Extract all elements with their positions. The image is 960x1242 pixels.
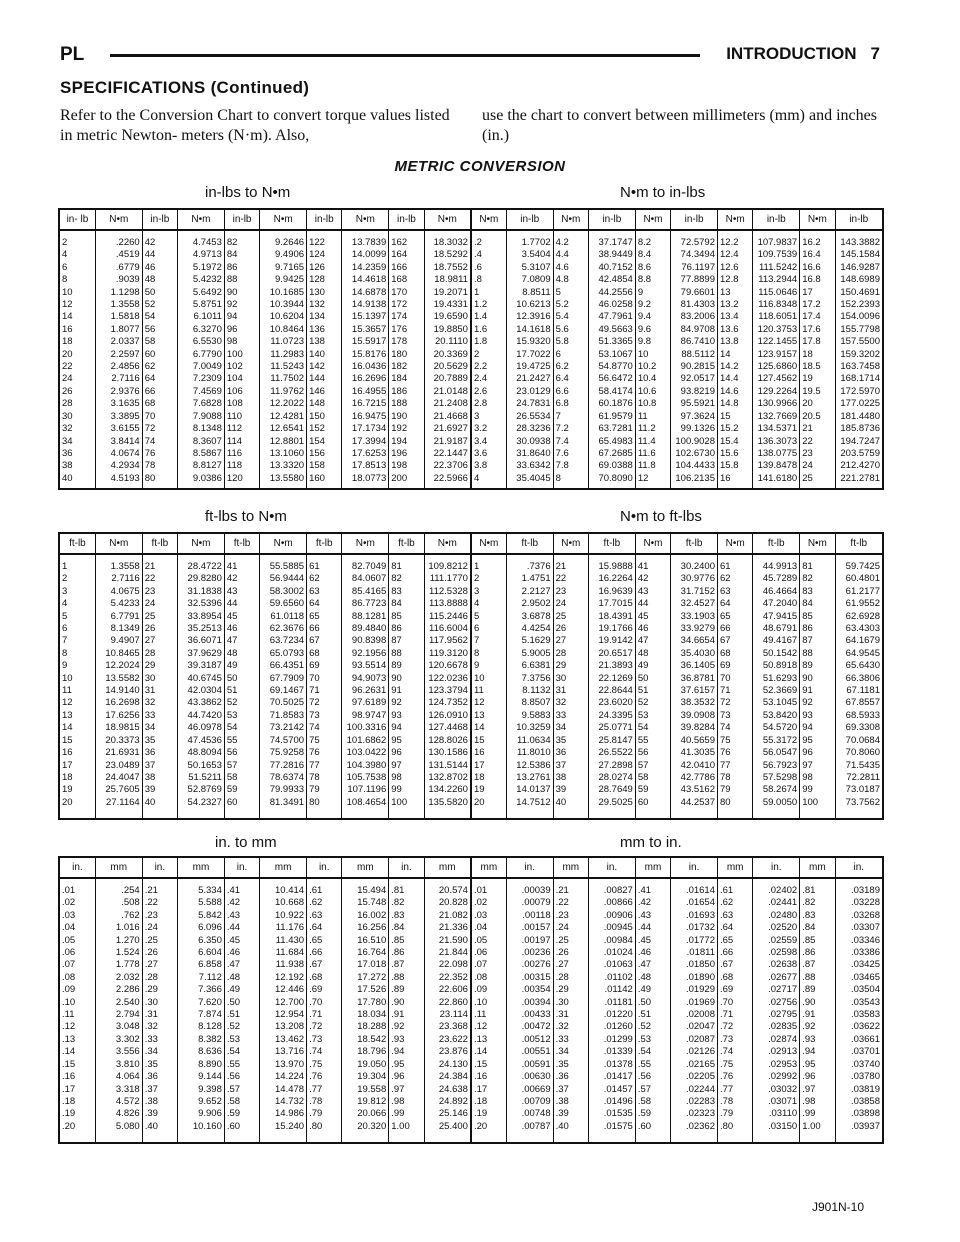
column-values: 109.8212 111.1770 112.5328 113.8888 115.2446 116.6004 117.9562 119.3120 120.6678 122.0236 123.3794 124.7352 126.0910 127.4468 128.8026 130.1586 131.5144 132.8702 134.2260 135.5820 (424, 554, 471, 818)
column-header: N•m (260, 210, 307, 230)
column-values: 1 2 3 4 5 6 7 8 9 10 11 12 13 14 15 16 17 18 19 20 (60, 554, 95, 818)
column-header: in. (835, 858, 882, 878)
column-header: in-lb (224, 210, 259, 230)
column-values: 162 164 166 168 170 172 174 176 178 180 182 184 186 188 190 192 194 196 198 200 (389, 230, 424, 488)
column-header: ft-lb (671, 534, 718, 554)
column-header: N•m (635, 534, 670, 554)
column-header: N•m (800, 210, 835, 230)
column-header: mm (342, 858, 389, 878)
column-header: N•m (553, 534, 588, 554)
column-header: mm (178, 858, 225, 878)
column-values: 81 82 83 84 85 86 87 88 89 90 91 92 93 94 95 96 97 98 99 100 (389, 554, 424, 818)
column-values: .00039 .00079 .00118 .00157 .00197 .00236 .00276 .00315 .00354 .00394 .00433 .00472 .00512 .00551 .00591 .00630 .00669 .00709 .00748 .00787 (506, 878, 553, 1142)
column-values: .2 .4 .6 .8 1 1.2 1.4 1.6 1.8 2 2.2 2.4 2.6 2.8 3 3.2 3.4 3.6 3.8 4 (471, 230, 506, 488)
length-conversion-table (58, 856, 884, 1144)
column-header: mm (95, 858, 142, 878)
column-values: .81 .82 .83 .84 .85 .86 .87 .88 .89 .90 .91 .92 .93 .94 .95 .96 .97 .98 .99 1.00 (800, 878, 835, 1142)
column-header: N•m (635, 210, 670, 230)
column-values: 16.2 16.4 16.6 16.8 17 17.2 17.4 17.6 17.8 18 18.5 19 19.5 20 20.5 21 22 23 24 25 (800, 230, 835, 488)
conversion-grid (60, 858, 882, 1142)
header-section-code: PL (60, 44, 85, 65)
column-header: in. (307, 858, 342, 878)
column-values: 42 44 46 48 50 52 54 56 58 60 62 64 66 68 70 72 74 76 78 80 (142, 230, 177, 488)
column-values: 15.494 15.748 16.002 16.256 16.510 16.764 17.018 17.272 17.526 17.780 18.034 18.288 18.542 18.796 19.050 19.304 19.558 19.812 20.066 20.320 (342, 878, 389, 1142)
column-values: 61 62 63 64 65 66 67 68 69 70 71 72 73 74 75 76 77 78 79 80 (307, 554, 342, 818)
column-header: N•m (424, 210, 471, 230)
column-values: .2260 .4519 .6779 .9039 1.1298 1.3558 1.5818 1.8077 2.0337 2.2597 2.4856 2.7116 2.9376 3.1635 3.3895 3.6155 3.8414 4.0674 4.2934 4.5193 (95, 230, 142, 488)
column-values: 81 82 83 84 85 86 87 88 89 90 91 92 93 94 95 96 97 98 99 100 (800, 554, 835, 818)
column-header: mm (635, 858, 670, 878)
column-values: .254 .508 .762 1.016 1.270 1.524 1.778 2.032 2.286 2.540 2.794 3.048 3.302 3.556 3.810 4.064 3.318 4.572 4.826 5.080 (95, 878, 142, 1142)
section-title: SPECIFICATIONS (Continued) (60, 78, 310, 97)
column-values: 143.3882 145.1584 146.9287 148.6989 150.4691 152.2393 154.0096 155.7798 157.5500 159.3202 163.7458 168.1714 172.5970 177.0225 181.4480 185.8736 194.7247 203.5759 212.4270 221.2781 (840, 237, 880, 484)
column-values: 1.7702 3.5404 5.3107 7.0809 8.8511 10.6213 12.3916 14.1618 15.9320 17.7022 19.4725 21.2427 23.0129 24.7831 26.5534 28.3236 30.0938 31.8640 33.6342 35.4045 (506, 230, 553, 488)
column-header: N•m (178, 534, 225, 554)
column-header: in- lb (60, 210, 95, 230)
page-number: 7 (870, 44, 880, 63)
column-values: 55.5885 56.9444 58.3002 59.6560 61.0118 62.3676 63.7234 65.0793 66.4351 67.7909 69.1467 70.5025 71.8583 73.2142 74.5700 75.9258 77.2816 78.6374 79.9933 81.3491 (260, 554, 307, 818)
column-values: 5.334 5.588 5.842 6.096 6.350 6.604 6.858 7.112 7.366 7.620 7.874 8.128 8.382 8.636 8.890 9.144 9.398 9.652 9.906 10.160 (178, 878, 225, 1142)
table-title-ft-lbs-to-nm: ft-lbs to N•m (205, 508, 287, 525)
column-values: 82.7049 84.0607 85.4165 86.7723 88.1281 89.4840 90.8398 92.1956 93.5514 94.9073 96.2631 97.6189 98.9747 100.3316 101.6862 103.0422 104.3980 105.7538 107.1196 108.4654 (342, 554, 389, 818)
column-values: .41 .42 .43 .44 .45 .46 .47 .48 .49 .50 .51 .52 .53 .54 .55 .56 .57 .58 .59 .60 (224, 878, 259, 1142)
column-header: in. (142, 858, 177, 878)
column-header: in-lb (753, 210, 800, 230)
column-header: N•m (342, 534, 389, 554)
column-values: 20.574 20.828 21.082 21.336 21.590 21.844 22.098 22.352 22.606 22.860 23.114 23.368 23.622 23.876 24.130 24.384 24.638 24.892 25.146 25.400 (424, 878, 471, 1142)
column-header: ft-lb (753, 534, 800, 554)
column-header: ft-lb (588, 534, 635, 554)
header-rule (110, 54, 700, 57)
column-header: mm (718, 858, 753, 878)
column-values: 59.7425 60.4801 61.2177 61.9552 62.6928 63.4303 64.1679 64.9545 65.6430 66.3806 67.1181 67.8557 68.5933 69.3308 70.0684 70.8060 71.5435 72.2811 73.0187 73.7562 (845, 561, 880, 808)
column-header: mm (471, 858, 506, 878)
column-header: N•m (471, 534, 506, 554)
conversion-grid (60, 534, 882, 818)
column-values: .7376 1.4751 2.2127 2.9502 3.6878 4.4254 5.1629 5.9005 6.6381 7.3756 8.1132 8.8507 9.5883 10.3259 11.0634 11.8010 12.5386 13.2761 14.0137 14.7512 (506, 554, 553, 818)
column-values: 41 42 43 44 45 46 47 48 49 50 51 52 53 54 55 56 57 58 59 60 (635, 554, 670, 818)
column-values: .21 .22 .23 .24 .25 .26 .27 .28 .29 .30 .31 .32 .33 .34 .35 .36 .37 .38 .39 .40 (142, 878, 177, 1142)
column-values: 21 22 23 24 25 26 27 28 29 30 31 32 33 34 35 36 37 38 39 40 (553, 554, 588, 818)
header-chapter: INTRODUCTION (726, 44, 857, 63)
intro-text-right: use the chart to convert between millimeters (mm) and inches (in.) (482, 107, 877, 144)
column-values: .21 .22 .23 .24 .25 .26 .27 .28 .29 .30 .31 .32 .33 .34 .35 .36 .37 .38 .39 .40 (553, 878, 588, 1142)
column-values: .01614 .01654 .01693 .01732 .01772 .01811 .01850 .01890 .01929 .01969 .02008 .02047 .02087 .02126 .02165 .02205 .02244 .02283 .02323 .02362 (671, 878, 718, 1142)
table-title-mm-to-in: mm to in. (620, 834, 682, 851)
column-values: .01 .02 .03 .04 .05 .06 .07 .08 .09 .10 .11 .12 .13 .14 .15 .16 .17 .18 .19 .20 (471, 878, 506, 1142)
column-header: ft-lb (142, 534, 177, 554)
column-values: .03189 .03228 .03268 .03307 .03346 .03386 .03425 .03465 .03504 .03543 .03583 .03622 .03661 .03701 .03740 .03780 .03819 .03858 .03898 .03937 (850, 885, 880, 1132)
column-header: mm (424, 858, 471, 878)
column-values: 61 62 63 64 65 66 67 68 69 70 71 72 73 74 75 76 77 78 79 80 (718, 554, 753, 818)
column-values: 44.9913 45.7289 46.4664 47.2040 47.9415 48.6791 49.4167 50.1542 50.8918 51.6293 52.3669 53.1045 53.8420 54.5720 55.3172 56.0547 56.7923 57.5298 58.2674 59.0050 (753, 554, 800, 818)
column-values: 122 124 126 128 130 132 134 136 138 140 142 144 146 148 150 152 154 156 158 160 (307, 230, 342, 488)
column-header: N•m (95, 534, 142, 554)
column-header: in-lb (506, 210, 553, 230)
column-values: 12.2 12.4 12.6 12.8 13 13.2 13.4 13.6 13.8 14 14.2 14.4 14.6 14.8 15 15.2 15.4 15.6 15.8 16 (718, 230, 753, 488)
column-header: in-lb (588, 210, 635, 230)
intro-text-left: Refer to the Conversion Chart to convert torque values listed in metric Newton- meters (N·m). Also, (60, 107, 450, 144)
column-values: 9.2646 9.4906 9.7165 9.9425 10.1685 10.3944 10.6204 10.8464 11.0723 11.2983 11.5243 11.7502 11.9762 12.2022 12.4281 12.6541 12.8801 13.1060 13.3320 13.5580 (260, 230, 307, 488)
column-values: 15.9888 16.2264 16.9639 17.7015 18.4391 19.1766 19.9142 20.6517 21.3893 22.1269 22.8644 23.6020 24.3395 25.0771 25.8147 26.5522 27.2898 28.0274 28.7649 29.5025 (588, 554, 635, 818)
column-values: 82 84 86 88 90 92 94 96 98 100 102 104 106 108 110 112 114 116 118 120 (224, 230, 259, 488)
column-header: in. (753, 858, 800, 878)
column-values: 1.3558 2.7116 4.0675 5.4233 6.7791 8.1349 9.4907 10.8465 12.2024 13.5582 14.9140 16.2698 17.6256 18.9815 20.3373 21.6931 23.0489 24.4047 25.7605 27.1164 (95, 554, 142, 818)
column-header: in. (506, 858, 553, 878)
column-values: 107.9837 109.7539 111.5242 113.2944 115.0646 116.8348 118.6051 120.3753 122.1455 123.9157 125.6860 127.4562 129.2264 130.9966 132.7669 134.5371 136.3073 138.0775 139.8478 141.6180 (753, 230, 800, 488)
column-values: 72.5792 74.3494 76.1197 77.8899 79.6601 81.4303 83.2006 84.9708 86.7410 88.5112 90.2815 92.0517 93.8219 95.5921 97.3624 99.1326 100.9028 102.6730 104.4433 106.2135 (671, 230, 718, 488)
column-header: in. (60, 858, 95, 878)
column-values: .02402 .02441 .02480 .02520 .02559 .02598 .02638 .02677 .02717 .02756 .02795 .02835 .02874 .02913 .02953 .02992 .03032 .03071 .03110 .03150 (753, 878, 800, 1142)
column-header: ft-lb (835, 534, 882, 554)
column-header: ft-lb (60, 534, 95, 554)
column-header: ft-lb (307, 534, 342, 554)
column-header: N•m (718, 210, 753, 230)
column-values: 2 4 6 8 10 12 14 16 18 20 22 24 26 28 30 32 34 36 38 40 (60, 230, 95, 488)
column-header: in. (389, 858, 424, 878)
table-title-nm-to-in-lbs: N•m to in-lbs (620, 184, 706, 201)
column-values: 37.1747 38.9449 40.7152 42.4854 44.2556 46.0258 47.7961 49.5663 51.3365 53.1067 54.8770 56.6472 58.4174 60.1876 61.9579 63.7281 65.4983 67.2685 69.0388 70.8090 (588, 230, 635, 488)
column-header: in-lb (671, 210, 718, 230)
column-header: mm (800, 858, 835, 878)
conversion-grid (60, 210, 882, 488)
table-title-in-lbs-to-nm: in-lbs to N•m (205, 184, 291, 201)
column-header: in. (588, 858, 635, 878)
figure-code: J901N-10 (811, 1200, 864, 1214)
column-header: in-lb (307, 210, 342, 230)
column-values: 8.2 8.4 8.6 8.8 9 9.2 9.4 9.6 9.8 10 10.2 10.4 10.6 10.8 11 11.2 11.4 11.6 11.8 12 (635, 230, 670, 488)
column-values: 1 2 3 4 5 6 7 8 9 10 11 12 13 14 15 16 17 18 19 20 (471, 554, 506, 818)
column-header: N•m (260, 534, 307, 554)
column-header: in-lb (389, 210, 424, 230)
column-header: ft-lb (224, 534, 259, 554)
column-values: 28.4722 29.8280 31.1838 32.5396 33.8954 35.2513 36.6071 37.9629 39.3187 40.6745 42.0304 43.3862 44.7420 46.0978 47.4536 48.8094 50.1653 51.5211 52.8769 54.2327 (178, 554, 225, 818)
column-values: .41 .42 .43 .44 .45 .46 .47 .48 .49 .50 .51 .52 .53 .54 .55 .56 .57 .58 .59 .60 (635, 878, 670, 1142)
column-header: in-lb (142, 210, 177, 230)
column-header: N•m (342, 210, 389, 230)
column-header: N•m (471, 210, 506, 230)
column-header: in. (224, 858, 259, 878)
column-header: N•m (95, 210, 142, 230)
column-values: .00827 .00866 .00906 .00945 .00984 .01024 .01063 .01102 .01142 .01181 .01220 .01260 .01299 .01339 .01378 .01417 .01457 .01496 .01535 .01575 (588, 878, 635, 1142)
column-values: .81 .82 .83 .84 .85 .86 .87 .88 .89 .90 .91 .92 .93 .94 .95 .96 .97 .98 .99 1.00 (389, 878, 424, 1142)
column-values: 10.414 10.668 10.922 11.176 11.430 11.684 11.938 12.192 12.446 12.700 12.954 13.208 13.462 13.716 13.970 14.224 14.478 14.732 14.986 15.240 (260, 878, 307, 1142)
column-header: N•m (553, 210, 588, 230)
column-header: mm (260, 858, 307, 878)
table-title-nm-to-ft-lbs: N•m to ft-lbs (620, 508, 702, 525)
chart-title: METRIC CONVERSION (394, 158, 566, 175)
column-header: mm (553, 858, 588, 878)
column-values: .61 .62 .63 .64 .65 .66 .67 .68 .69 .70 .71 .72 .73 .74 .75 .76 .77 .78 .79 .80 (718, 878, 753, 1142)
column-header: N•m (800, 534, 835, 554)
page-header (60, 44, 880, 66)
column-header: N•m (424, 534, 471, 554)
column-header: ft-lb (506, 534, 553, 554)
column-values: 13.7839 14.0099 14.2359 14.4618 14.6878 14.9138 15.1397 15.3657 15.5917 15.8176 16.0436 16.2696 16.4955 16.7215 16.9475 17.1734 17.3994 17.6253 17.8513 18.0773 (342, 230, 389, 488)
torque-ft-lb-table (58, 532, 884, 820)
column-values: 4.7453 4.9713 5.1972 5.4232 5.6492 5.8751 6.1011 6.3270 6.5530 6.7790 7.0049 7.2309 7.4569 7.6828 7.9088 8.1348 8.3607 8.5867 8.8127 9.0386 (178, 230, 225, 488)
column-values: 18.3032 18.5292 18.7552 18.9811 19.2071 19.4331 19.6590 19.8850 20.1110 20.3369 20.5629 20.7889 21.0148 21.2408 21.4668 21.6927 21.9187 22.1447 22.3706 22.5966 (424, 230, 471, 488)
column-header: ft-lb (389, 534, 424, 554)
table-title-in-to-mm: in. to mm (215, 834, 277, 851)
column-values: 41 42 43 44 45 46 47 48 49 50 51 52 53 54 55 56 57 58 59 60 (224, 554, 259, 818)
column-values: 30.2400 30.9776 31.7152 32.4527 33.1903 33.9279 34.6654 35.4030 36.1405 36.8781 37.6157 38.3532 39.0908 39.8284 40.5659 41.3035 42.0410 42.7786 43.5162 44.2537 (671, 554, 718, 818)
header-title (726, 44, 880, 64)
column-header: N•m (178, 210, 225, 230)
column-values: .01 .02 .03 .04 .05 .06 .07 .08 .09 .10 .11 .12 .13 .14 .15 .16 .17 .18 .19 .20 (60, 878, 95, 1142)
column-values: 4.2 4.4 4.6 4.8 5 5.2 5.4 5.6 5.8 6 6.2 6.4 6.6 6.8 7 7.2 7.4 7.6 7.8 8 (553, 230, 588, 488)
column-header: in. (671, 858, 718, 878)
column-values: 21 22 23 24 25 26 27 28 29 30 31 32 33 34 35 36 37 38 39 40 (142, 554, 177, 818)
column-values: .61 .62 .63 .64 .65 .66 .67 .68 .69 .70 .71 .72 .73 .74 .75 .76 .77 .78 .79 .80 (307, 878, 342, 1142)
torque-in-lb-table (58, 208, 884, 490)
column-header: in-lb (835, 210, 882, 230)
column-header: N•m (718, 534, 753, 554)
